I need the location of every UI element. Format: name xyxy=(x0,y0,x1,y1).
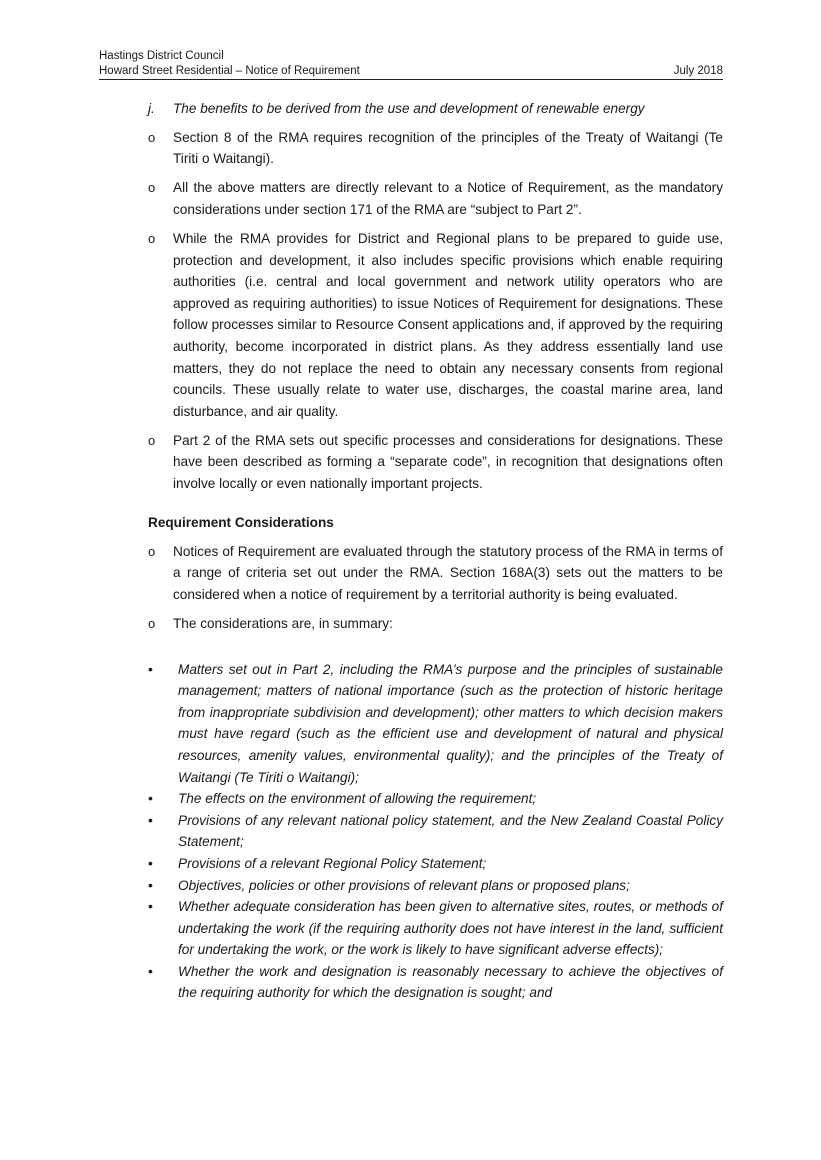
list-item-text: Whether adequate consideration has been given to alternative sites, routes, or methods of undertaking the work (if the requiring authority does not have interest in the land, sufficient for undertaking the work, or the work is likely to have significant adverse effects); xyxy=(178,899,723,958)
paragraph-text: Part 2 of the RMA sets out specific processes and considerations for designations. These have been described as forming a “separate code”, in recognition that designations often involve locally or even nationally important projects. xyxy=(173,432,723,491)
bullet-icon: • xyxy=(148,660,153,677)
paragraph-treaty xyxy=(148,127,723,170)
bullet-icon: • xyxy=(148,876,153,893)
list-item-j-text: The benefits to be derived from the use and development of renewable energy xyxy=(173,101,645,116)
circle-bullet-icon: o xyxy=(148,615,156,631)
paragraph-subject-to-part2 xyxy=(148,177,723,220)
list-item-j xyxy=(148,98,723,120)
paragraph-text: While the RMA provides for District and Regional plans to be prepared to guide use, protection and development, it also includes specific provisions which enable requiring authorities (i.e. central and local government and network utility operators who are approved as requiring authorities) to issue Notices of Requirement for designations. These follow processes similar to Resource Consent applications and, if approved by the requiring authority, become incorporated in district plans. As they address essentially land use matters, they do not replace the need to obtain any necessary consents from regional councils. These usually relate to water use, discharges, the coastal marine area, land disturbance, and air quality. xyxy=(173,230,723,419)
list-item xyxy=(148,875,723,897)
paragraph-rma-provisions xyxy=(148,228,723,422)
bullet-icon: • xyxy=(148,962,153,979)
list-item xyxy=(148,659,723,789)
circle-bullet-icon: o xyxy=(148,543,156,559)
page-body xyxy=(148,98,723,1004)
paragraph-text: Section 8 of the RMA requires recognition of the principles of the Treaty of Waitangi (Te Tiriti o Waitangi). xyxy=(173,129,723,167)
considerations-list xyxy=(148,659,723,1005)
bullet-icon: • xyxy=(148,811,153,828)
list-item-text: Provisions of any relevant national policy statement, and the New Zealand Coastal Policy Statement; xyxy=(178,812,723,850)
list-item-j-label: j. xyxy=(148,101,155,116)
circle-bullet-icon: o xyxy=(148,432,156,448)
paragraph-summary-intro xyxy=(148,613,723,635)
circle-bullet-icon: o xyxy=(148,129,156,145)
list-item-text: Matters set out in Part 2, including the RMA’s purpose and the principles of sustainable management; matters of national importance (such as the protection of historic heritage from inappropriate subdivision and development); other matters to which decision makers must have regard (such as the efficient use and development of natural and physical resources, amenity values, environmental quality); and the principles of the Treaty of Waitangi (Te Tiriti o Waitangi); xyxy=(178,661,723,785)
list-item xyxy=(148,896,723,961)
list-item-text: Provisions of a relevant Regional Policy Statement; xyxy=(178,855,487,871)
header-title-row xyxy=(99,64,723,80)
list-item xyxy=(148,788,723,810)
header-date: July 2018 xyxy=(673,65,723,77)
header-document-title: Howard Street Residential – Notice of Requirement xyxy=(99,65,360,77)
list-item-text: Whether the work and designation is reasonably necessary to achieve the objectives of the requiring authority for which the designation is sought; and xyxy=(178,963,723,1001)
header-organisation: Hastings District Council xyxy=(99,50,224,62)
circle-bullet-icon: o xyxy=(148,180,156,196)
bullet-icon: • xyxy=(148,790,153,807)
bullet-icon: • xyxy=(148,854,153,871)
paragraph-text: The considerations are, in summary: xyxy=(173,615,393,631)
list-item xyxy=(148,961,723,1004)
paragraph-part2-designations xyxy=(148,430,723,495)
bullet-icon: • xyxy=(148,898,153,915)
list-item xyxy=(148,853,723,875)
list-item-text: The effects on the environment of allowing the requirement; xyxy=(178,791,537,807)
list-item-text: Objectives, policies or other provisions of relevant plans or proposed plans; xyxy=(178,877,630,893)
circle-bullet-icon: o xyxy=(148,230,156,246)
section-heading: Requirement Considerations xyxy=(148,514,334,530)
paragraph-evaluation xyxy=(148,541,723,606)
page-header xyxy=(99,49,723,80)
paragraph-text: Notices of Requirement are evaluated through the statutory process of the RMA in terms of a range of criteria set out under the RMA. Section 168A(3) sets out the matters to be considered when a notice of requirement by a territorial authority is being evaluated. xyxy=(173,543,723,602)
paragraph-text: All the above matters are directly relevant to a Notice of Requirement, as the mandatory considerations under section 171 of the RMA are “subject to Part 2”. xyxy=(173,180,723,217)
list-item xyxy=(148,810,723,853)
